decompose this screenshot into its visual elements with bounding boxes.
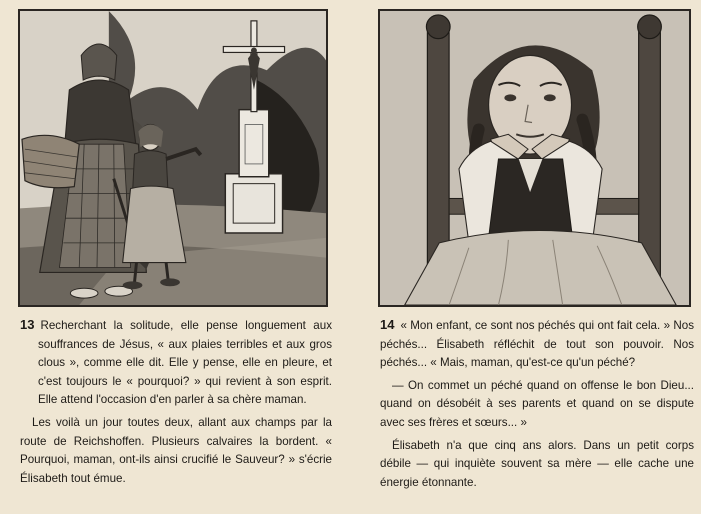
caption-14-text-1: « Mon enfant, ce sont nos péchés qui ont fait cela. » Nos péchés... Élisabeth réfléchit de tout son pouvoir. Nos péchés... « Mais, maman, qu'est-ce qu'un péché? <box>380 319 694 370</box>
caption-14 <box>380 316 694 496</box>
illustration-girl-chair <box>378 9 691 307</box>
illustration-calvary <box>18 9 328 307</box>
caption-13 <box>20 316 332 492</box>
illustration-girl-chair-drawing <box>380 11 689 305</box>
caption-13-paragraph-2: Les voilà un jour toutes deux, allant aux champs par la route de Reichshoffen. Plusieurs calvaires la bordent. « Pourquoi, maman, ont-ils ainsi crucifié le Sauveur? » s'écrie Élisabeth tout émue. <box>20 415 332 485</box>
caption-13-text-1: Recherchant la solitude, elle pense longuement aux souffrances de Jésus, « aux plaies terribles et aux gros clous », comme elle dit. Elle y pense, elle en pleure, et c'est toujours le « pourquoi? » qui revient à son esprit. Elle attend l'occasion d'en parler à sa chère maman. <box>38 319 332 407</box>
illustration-calvary-drawing <box>20 11 326 305</box>
caption-13-paragraph-1 <box>20 316 332 410</box>
caption-number: 14 <box>380 317 395 332</box>
caption-14-paragraph-1 <box>380 316 694 373</box>
caption-number: 13 <box>20 317 35 332</box>
caption-14-paragraph-3: Élisabeth n'a que cinq ans alors. Dans un petit corps débile — qui inquiète souvent sa mère — elle cache une énergie étonnante. <box>380 438 694 489</box>
caption-14-paragraph-2: — On commet un péché quand on offense le bon Dieu... quand on désobéit à ses parents et quand on se dispute avec ses frères et sœurs... » <box>380 378 694 429</box>
